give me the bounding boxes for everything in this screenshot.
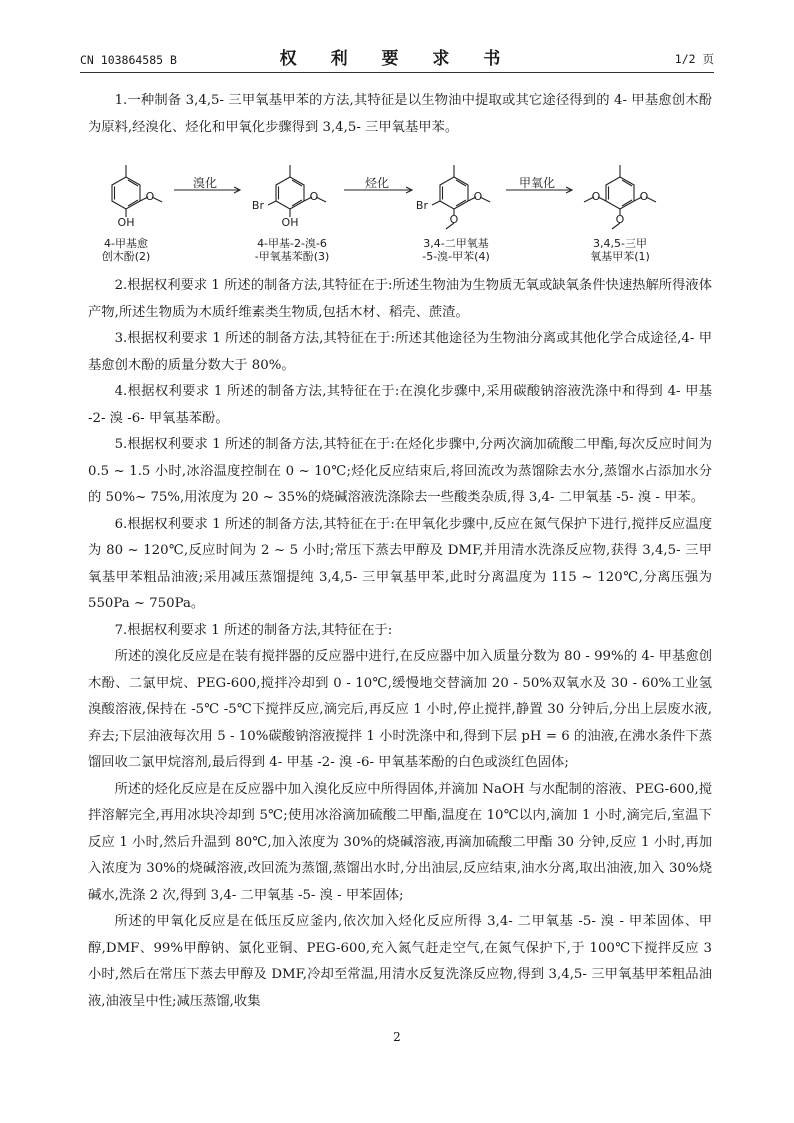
caption-line: 氧基甲苯(1) xyxy=(590,250,650,263)
svg-text:O: O xyxy=(449,213,459,226)
document-title: 权 利 要 求 书 xyxy=(279,49,515,69)
caption-compound-4 xyxy=(408,237,504,263)
caption-compound-3 xyxy=(244,237,340,263)
caption-line: 3,4,5-三甲 xyxy=(593,237,647,250)
claim-7: 7.根据权利要求 1 所述的制备方法,其特征在于: xyxy=(114,622,393,638)
caption-line: 4-甲基愈 xyxy=(104,237,148,250)
oh-label-2: OH xyxy=(281,216,299,229)
svg-text:O: O xyxy=(473,190,483,203)
caption-compound-2 xyxy=(84,237,168,263)
br-label-2: Br xyxy=(415,199,428,212)
caption-line: -5-溴-甲苯(4) xyxy=(422,250,490,263)
claim-7-alkylation: 所述的烃化反应是在反应器中加入溴化反应中所得固体,并滴加 NaOH 与水配制的溶液、PEG-600,搅拌溶解完全,再用冰块冷却到 5℃;使用冰浴滴加硫酸二甲酯,温度在 10℃以内,滴加 1 小时,滴完后,室温下反应 1 小时,然后升温到 80℃,加入浓度为 30%的烧碱溶液,再滴加硫酸二甲酯 30 分钟,反应 1 小时,再加入浓度为 30%的烧碱溶液,改回流为蒸馏,蒸馏出水时,分出油层,反应结束,油水分离,取出油液,加入 30%烧碱水,洗涤 2 次,得到 3,4- 二甲氧基 -5- 溴 - 甲苯固体; xyxy=(88,781,712,903)
claim-7-methoxylation: 所述的甲氧化反应是在低压反应釜内,依次加入烃化反应所得 3,4- 二甲氧基 -5- 溴 - 甲苯固体、甲醇,DMF、99%甲醇钠、氯化亚铜、PEG-600,充入氮气赶走空气,在氮气保护下,于 100℃下搅拌反应 3 小时,然后在常压下蒸去甲醇及 DMF,冷却至常温,用清水反复洗涤反应物,得到 3,4,5- 三甲氧基甲苯粗品油液,油液呈中性;减压蒸馏,收集 xyxy=(88,914,712,1009)
arrow-label-methoxylation: 甲氧化 xyxy=(519,176,556,190)
svg-text:O: O xyxy=(639,190,649,203)
claim-1: 1.一种制备 3,4,5- 三甲氧基甲苯的方法,其特征是以生物油中提取或其它途径得到的 4- 甲基愈创木酚为原料,经溴化、烃化和甲氧化步骤得到 3,4,5- 三甲氧基甲苯。 xyxy=(88,93,712,135)
claim-4: 4.根据权利要求 1 所述的制备方法,其特征在于:在溴化步骤中,采用碳酸钠溶液洗涤中和得到 4- 甲基 -2- 溴 -6- 甲氧基苯酚。 xyxy=(88,384,712,426)
page-header xyxy=(80,46,714,73)
claim-5: 5.根据权利要求 1 所述的制备方法,其特征在于:在烃化步骤中,分两次滴加硫酸二甲酯,每次反应时间为 0.5 ~ 1.5 小时,冰浴温度控制在 0 ~ 10℃;烃化反应结束后,将回流改为蒸馏除去水分,蒸馏水占添加水分的 50%~ 75%,用浓度为 20 ~ 35%的烧碱溶液洗涤除去一些酸类杂质,得 3,4- 二甲氧基 -5- 溴 - 甲苯。 xyxy=(88,437,712,505)
claim-2: 2.根据权利要求 1 所述的制备方法,其特征在于:所述生物油为生物质无氧或缺氧条件快速热解所得液体产物,所述生物质为木质纤维素类生物质,包括木材、稻壳、蔗渣。 xyxy=(88,278,712,320)
claims-body xyxy=(88,88,712,1015)
svg-text:O: O xyxy=(309,190,319,203)
svg-text:O: O xyxy=(615,213,625,226)
caption-line: -甲氧基苯酚(3) xyxy=(254,250,330,263)
claim-3: 3.根据权利要求 1 所述的制备方法,其特征在于:所述其他途径为生物油分离或其他化学合成途径,4- 甲基愈创木酚的质量分数大于 80%。 xyxy=(88,331,712,373)
claim-6: 6.根据权利要求 1 所述的制备方法,其特征在于:在甲氧化步骤中,反应在氮气保护下进行,搅拌反应温度为 80 ~ 120℃,反应时间为 2 ~ 5 小时;常压下蒸去甲醇及 DMF,并用清水洗涤反应物,获得 3,4,5- 三甲氧基甲苯粗品油液;采用减压蒸馏提纯 3,4,5- 三甲氧基甲苯,此时分离温度为 115 ~ 120℃,分离压强为 550Pa ~ 750Pa。 xyxy=(88,516,712,611)
caption-line: 创木酚(2) xyxy=(101,250,151,263)
page-indicator: 1/2 页 xyxy=(674,52,714,66)
arrow-label-alkylation: 烃化 xyxy=(365,176,390,190)
caption-compound-1 xyxy=(576,237,664,263)
patent-number: CN 103864585 B xyxy=(80,53,177,67)
svg-text:O: O xyxy=(591,190,601,203)
reaction-scheme xyxy=(82,143,706,271)
caption-line: 4-甲基-2-溴-6 xyxy=(257,237,327,250)
caption-line: 3,4-二甲氧基 xyxy=(423,237,489,250)
arrow-label-bromination: 溴化 xyxy=(193,176,218,190)
br-label-1: Br xyxy=(251,199,264,212)
oh-label-1: OH xyxy=(117,216,135,229)
page-number: 2 xyxy=(393,1030,401,1044)
molecule-4-methylguaiacol xyxy=(112,165,162,217)
svg-text:O: O xyxy=(145,190,155,203)
claim-7-bromination: 所述的溴化反应是在装有搅拌器的反应器中进行,在反应器中加入质量分数为 80 - 99%的 4- 甲基愈创木酚、二氯甲烷、PEG-600,搅拌冷却到 0 - 10℃,缓慢地交替滴加 20 - 50%双氧水及 30 - 60%工业氢溴酸溶液,保持在 -5℃ -5℃下搅拌反应,滴完后,再反应 1 小时,停止搅拌,静置 30 分钟后,分出上层废水液,弃去;下层油液每次用 5 - 10%碳酸钠溶液搅拌 1 小时洗涤中和,得到下层 pH = 6 的油液,在沸水条件下蒸馏回收二氯甲烷溶剂,最后得到 4- 甲基 -2- 溴 -6- 甲氧基苯酚的白色或淡红色固体; xyxy=(88,649,712,770)
